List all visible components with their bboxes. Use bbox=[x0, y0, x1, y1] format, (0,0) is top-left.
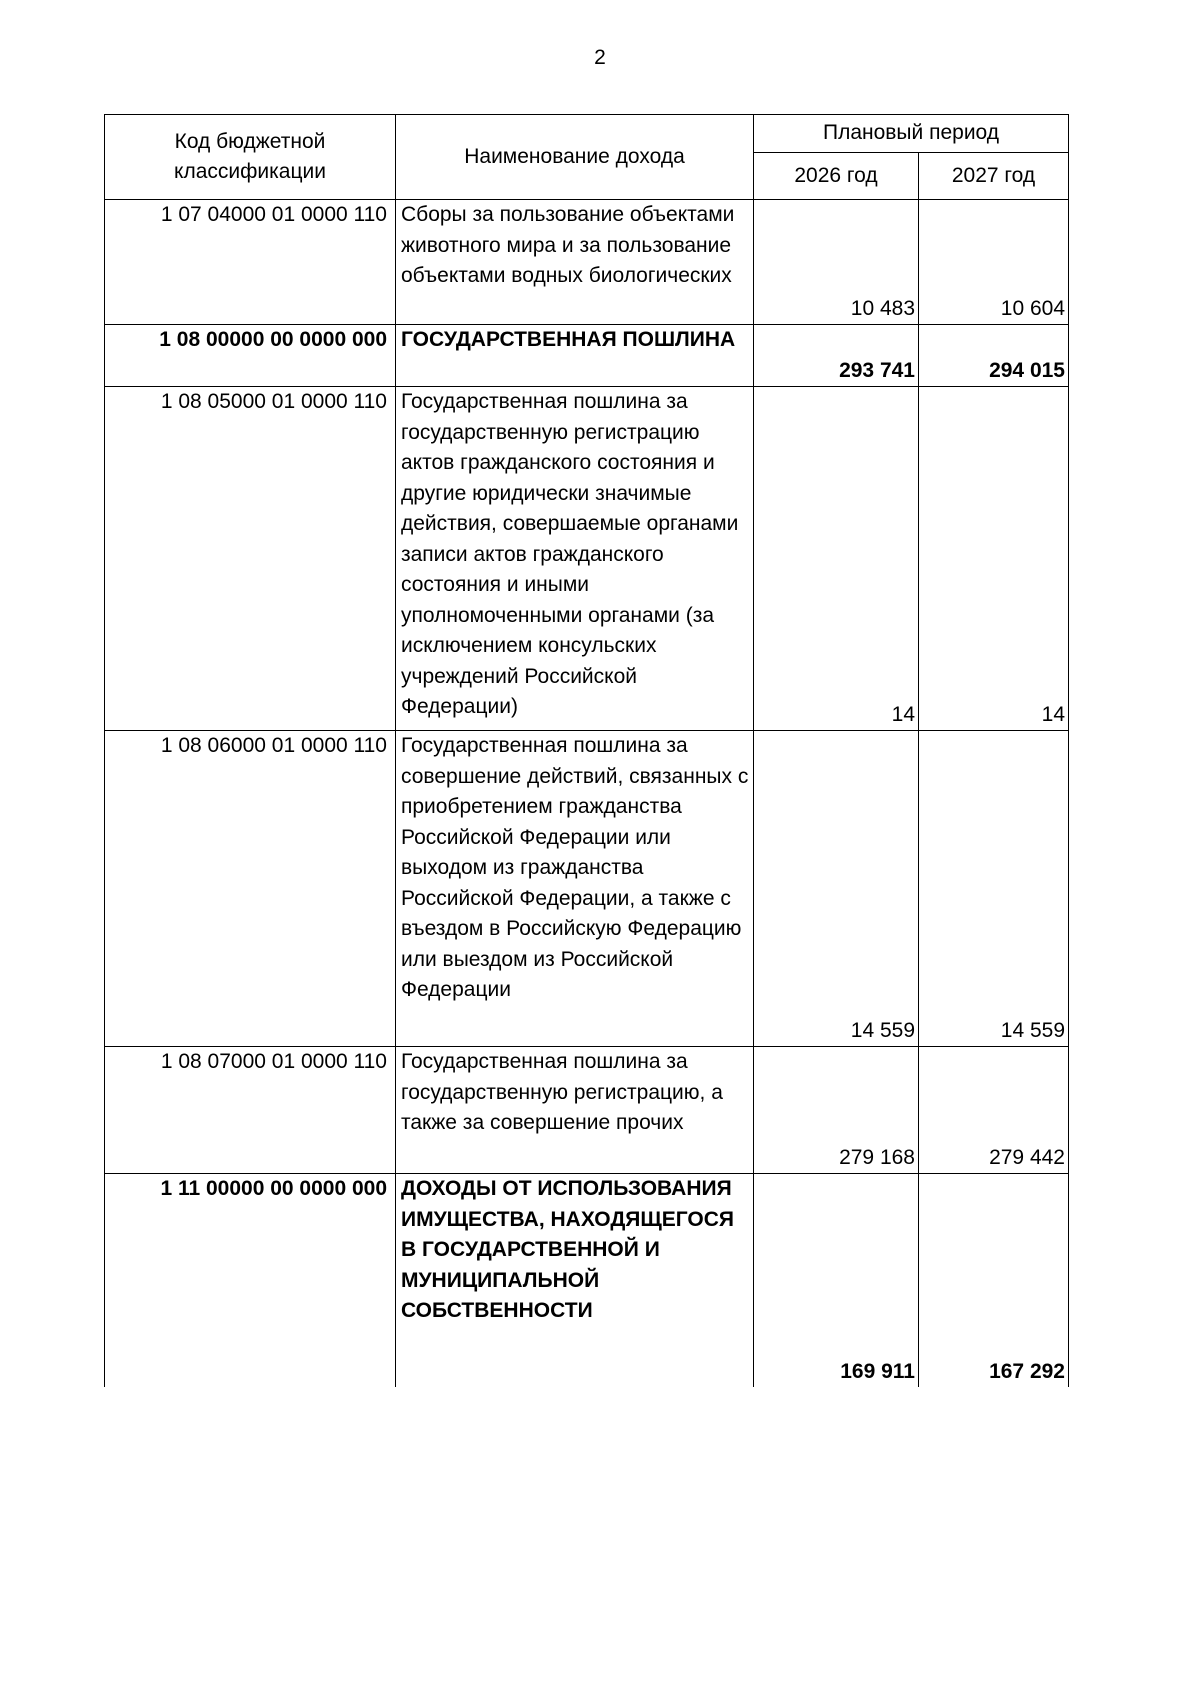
row-code: 1 08 00000 00 0000 000 bbox=[105, 325, 396, 387]
row-value-2027: 294 015 bbox=[919, 325, 1069, 387]
header-year-2026: 2026 год bbox=[754, 153, 919, 200]
header-name: Наименование дохода bbox=[396, 115, 754, 200]
row-code: 1 07 04000 01 0000 110 bbox=[105, 200, 396, 325]
row-name bbox=[396, 1047, 754, 1174]
row-code: 1 11 00000 00 0000 000 bbox=[105, 1174, 396, 1388]
header-year-2027: 2027 год bbox=[919, 153, 1069, 200]
table-row bbox=[105, 387, 1069, 731]
row-name bbox=[396, 325, 754, 387]
row-name bbox=[396, 731, 754, 1047]
header-row-1 bbox=[105, 115, 1069, 153]
row-name bbox=[396, 387, 754, 731]
table-row bbox=[105, 1047, 1069, 1174]
row-value-2026: 279 168 bbox=[754, 1047, 919, 1174]
row-name-text: Государственная пошлина за совершение действий, связанных с приобретением гражданства Российской Федерации или выходом из гражданства Российской Федерации, а также с въездом в Российскую Федерацию или выездом из Российской Федерации bbox=[401, 734, 749, 1001]
table-row bbox=[105, 731, 1069, 1047]
table-row bbox=[105, 325, 1069, 387]
header-code: Код бюджетной классификации bbox=[105, 115, 396, 200]
row-value-2026: 169 911 bbox=[754, 1174, 919, 1388]
row-name-text: Сборы за пользование объектами животного мира и за пользование объектами водных биологических bbox=[401, 203, 735, 287]
table-row bbox=[105, 1174, 1069, 1388]
header-period: Плановый период bbox=[754, 115, 1069, 153]
row-value-2026: 10 483 bbox=[754, 200, 919, 325]
row-value-2027: 279 442 bbox=[919, 1047, 1069, 1174]
row-value-2026: 14 559 bbox=[754, 731, 919, 1047]
row-name-text: ДОХОДЫ ОТ ИСПОЛЬЗОВАНИЯ ИМУЩЕСТВА, НАХОДЯЩЕГОСЯ В ГОСУДАРСТВЕННОЙ И МУНИЦИПАЛЬНОЙ СОБСТВЕННОСТИ bbox=[401, 1177, 735, 1322]
row-code: 1 08 06000 01 0000 110 bbox=[105, 731, 396, 1047]
row-code: 1 08 07000 01 0000 110 bbox=[105, 1047, 396, 1174]
row-value-2027: 14 bbox=[919, 387, 1069, 731]
row-name-text: Государственная пошлина за государственную регистрацию, а также за совершение прочих bbox=[401, 1050, 723, 1134]
row-name bbox=[396, 200, 754, 325]
row-value-2027: 10 604 bbox=[919, 200, 1069, 325]
row-code: 1 08 05000 01 0000 110 bbox=[105, 387, 396, 731]
page-number: 2 bbox=[594, 46, 606, 69]
row-value-2026: 293 741 bbox=[754, 325, 919, 387]
row-value-2027: 14 559 bbox=[919, 731, 1069, 1047]
row-name-text: Государственная пошлина за государственную регистрацию актов гражданского состояния и другие юридически значимые действия, совершаемые органами записи актов гражданского состояния и иными уполномоченными органами (за исключением консульских учреждений Российской Федерации) bbox=[401, 390, 739, 718]
row-value-2026: 14 bbox=[754, 387, 919, 731]
row-value-2027: 167 292 bbox=[919, 1174, 1069, 1388]
budget-table bbox=[104, 114, 1069, 1387]
table-row bbox=[105, 200, 1069, 325]
row-name-text: ГОСУДАРСТВЕННАЯ ПОШЛИНА bbox=[401, 328, 736, 351]
row-name bbox=[396, 1174, 754, 1388]
